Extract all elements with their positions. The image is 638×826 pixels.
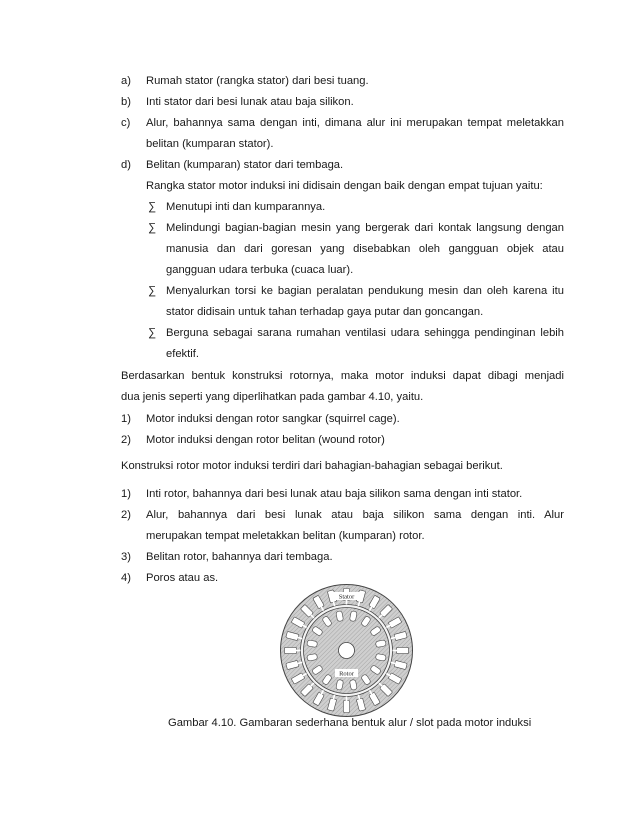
rotor-paragraph-line: Berdasarkan bentuk konstruksi rotornya, maka motor induksi dapat dibagi menjadi	[121, 370, 564, 382]
rotor-label: Rotor	[339, 670, 354, 678]
bullet-item-text: stator didisain untuk tahan terhadap gaya putar dan goncangan.	[166, 306, 484, 318]
list-item-text: Alur, bahannya dari besi lunak atau baja silikon sama dengan inti. Alur	[146, 509, 564, 521]
sigma-bullet-icon: ∑	[148, 285, 156, 297]
bullet-item-text: manusia dan dari goresan yang disebabkan oleh gangguan objek atau	[166, 243, 564, 255]
stator-slot-opening	[346, 600, 348, 605]
sigma-bullet-icon: ∑	[148, 327, 156, 339]
list-marker: c)	[121, 117, 131, 129]
list-marker: a)	[121, 75, 131, 87]
list-item-text: merupakan tempat meletakkan belitan (kumparan) rotor.	[146, 530, 425, 542]
bullet-item-text: Melindungi bagian-bagian mesin yang bergerak dari kontak langsung dengan	[166, 222, 564, 234]
list-item-text: Motor induksi dengan rotor belitan (wound rotor)	[146, 434, 385, 446]
shaft-hole	[339, 643, 355, 659]
list-marker: 4)	[121, 572, 131, 584]
list-marker: 2)	[121, 434, 131, 446]
rotor-paragraph-line: dua jenis seperti yang diperlihatkan pada gambar 4.10, yaitu.	[121, 391, 424, 403]
figure-caption: Gambar 4.10. Gambaran sederhana bentuk alur / slot pada motor induksi	[168, 717, 532, 729]
stator-slot	[343, 701, 349, 713]
stator-slot	[285, 647, 297, 653]
stator-slot-opening	[346, 697, 348, 702]
list-marker: 2)	[121, 509, 131, 521]
list-item-text: Alur, bahannya sama dengan inti, dimana alur ini merupakan tempat meletakkan	[146, 117, 564, 129]
sigma-bullet-icon: ∑	[148, 222, 156, 234]
list-item-text: Rumah stator (rangka stator) dari besi tuang.	[146, 75, 369, 87]
list-marker: 1)	[121, 413, 131, 425]
list-marker: b)	[121, 96, 131, 108]
list-item-text: belitan (kumparan stator).	[146, 138, 274, 150]
stator-slot	[397, 647, 409, 653]
rotor-construction-intro: Konstruksi rotor motor induksi terdiri dari bahagian-bahagian sebagai berikut.	[121, 460, 503, 472]
bullet-item-text: efektif.	[166, 348, 199, 360]
bullet-item-text: Berguna sebagai sarana rumahan ventilasi udara sehingga pendinginan lebih	[166, 327, 564, 339]
stator-slot-opening	[296, 650, 301, 652]
bullet-item-text: Menutupi inti dan kumparannya.	[166, 201, 326, 213]
list-item-text: Poros atau as.	[146, 572, 219, 584]
list-item-text: Inti stator dari besi lunak atau baja silikon.	[146, 96, 354, 108]
sigma-bullet-icon: ∑	[148, 201, 156, 213]
list-marker: 3)	[121, 551, 131, 563]
list-item-text: Motor induksi dengan rotor sangkar (squirrel cage).	[146, 413, 400, 425]
stator-label: Stator	[338, 593, 355, 601]
stator-rotor-drawing	[279, 583, 414, 718]
frame-intro: Rangka stator motor induksi ini didisain dengan baik dengan empat tujuan yaitu:	[146, 180, 543, 192]
list-item-text: Belitan (kumparan) stator dari tembaga.	[146, 159, 344, 171]
bullet-item-text: Menyalurkan torsi ke bagian peralatan pendukung mesin dan oleh karena itu	[166, 285, 564, 297]
list-marker: 1)	[121, 488, 131, 500]
list-item-text: Inti rotor, bahannya dari besi lunak atau baja silikon sama dengan inti stator.	[146, 488, 523, 500]
list-item-text: Belitan rotor, bahannya dari tembaga.	[146, 551, 333, 563]
list-marker: d)	[121, 159, 131, 171]
stator-rotor-figure	[279, 583, 414, 718]
stator-slot-opening	[393, 650, 398, 652]
bullet-item-text: gangguan udara terbuka (cuaca luar).	[166, 264, 354, 276]
